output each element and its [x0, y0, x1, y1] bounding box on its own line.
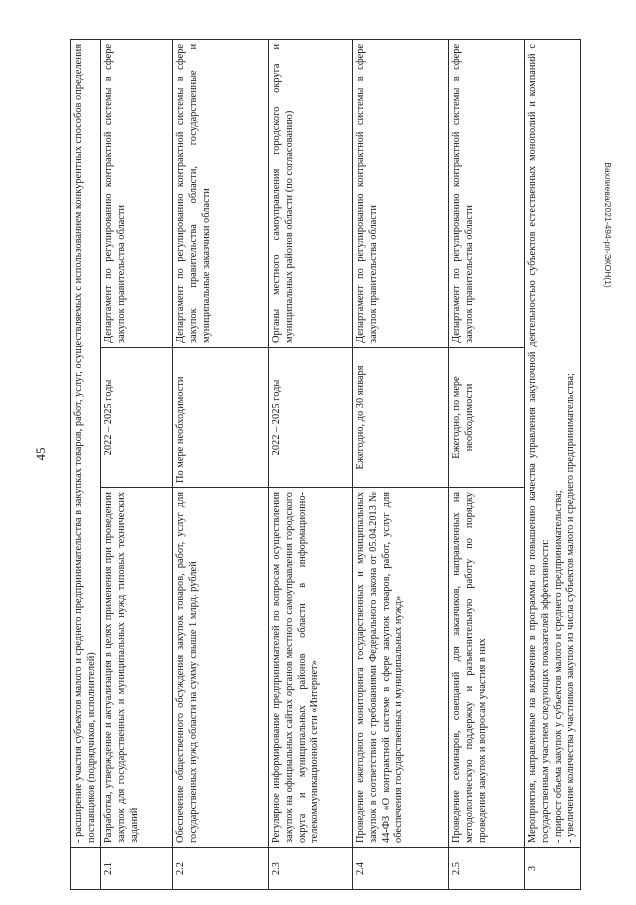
table-row [449, 39, 525, 889]
intro-text: - расширение участия субъектов малого и среднего предпринимательства в закупках товаров, работ, услуг, осуществляемых с использованием конкурентных способов определения поставщиков (подрядчиков, исполнителей) [71, 39, 101, 847]
row-number: 2.1 [101, 848, 173, 890]
executor-cell: Департамент по регулированию контрактной системы в сфере закупок правительства области [449, 39, 525, 347]
measure-cell: Проведение ежегодного мониторинга государственных и муниципальных закупок в соответствии с требованиями Федерального закона от 05.04.2013 № 44-ФЗ «О контрактной системе в сфере закупок товаров, работ, услуг для обеспечения государственных и муниципальных нужд» [353, 488, 449, 848]
section-3-line: Мероприятия, направленные на включение в программы по повышению качества управления закупочной деятельностью субъектов естественных монополий и компаний с государственным участием следующих показателей эффективности: [527, 43, 552, 843]
executor-cell: Департамент по регулированию контрактной системы в сфере закупок правительства области, государственные и муниципальные заказчики области [173, 39, 269, 347]
measure-cell: Разработка, утверждение и актуализация в целях применения при проведении закупок для государственных и муниципальных нужд типовых технических заданий [101, 488, 173, 848]
table-row [173, 39, 269, 889]
page-number: 45 [33, 447, 48, 461]
term-cell: Ежегодно, по мере необходимости [449, 348, 525, 488]
term-cell: 2022 – 2025 годы [269, 348, 353, 488]
table-row [269, 39, 353, 889]
section-3-line: - увеличение количества участников закупок из числа субъектов малого и среднего предпринимательства; [565, 373, 577, 843]
row-number: 2.4 [353, 848, 449, 890]
document-identifier-text: Вахлиева/2021-494-рп-ЭКОН(1) [603, 162, 613, 288]
document-identifier [598, 162, 614, 288]
section-3-line: - прирост объема закупок у субъектов малого и среднего предпринимательства; [552, 490, 564, 843]
executor-cell: Органы местного самоуправления городского округа и муниципальных районов области (по согласованию) [269, 39, 353, 347]
term-cell: Ежегодно, до 30 января [353, 348, 449, 488]
measure-cell: Регулярное информирование предпринимателей по вопросам осуществления закупок на официальных сайтах органов местного самоуправления городского округа и муниципальных районов области в информационно-телекоммуникационной сети «Интернет» [269, 488, 353, 848]
measures-table [70, 39, 581, 890]
table-row [101, 39, 173, 889]
term-cell: 2022 – 2025 годы [101, 348, 173, 488]
executor-cell: Департамент по регулированию контрактной системы в сфере закупок правительства области [353, 39, 449, 347]
term-cell: По мере необходимости [173, 348, 269, 488]
measure-cell: Обеспечение общественного обсуждения закупок товаров, работ, услуг для государственных нужд области на сумму свыше 1 млрд. рублей [173, 488, 269, 848]
intro-empty-cell [71, 848, 101, 890]
row-number: 2.2 [173, 848, 269, 890]
table-row [353, 39, 449, 889]
measure-cell: Проведение семинаров, совещаний для заказчиков, направленных на методологическую поддержку и разъяснительную работу по порядку проведения закупок и вопросам участия в них [449, 488, 525, 848]
table-row-section-3 [525, 39, 581, 889]
row-number: 2.5 [449, 848, 525, 890]
section-3-text [525, 39, 581, 847]
row-number: 2.3 [269, 848, 353, 890]
executor-cell: Департамент по регулированию контрактной системы в сфере закупок правительства области [101, 39, 173, 347]
section-number: 3 [525, 848, 581, 890]
rotated-table-container [70, 40, 585, 890]
table-row-intro [71, 39, 101, 889]
